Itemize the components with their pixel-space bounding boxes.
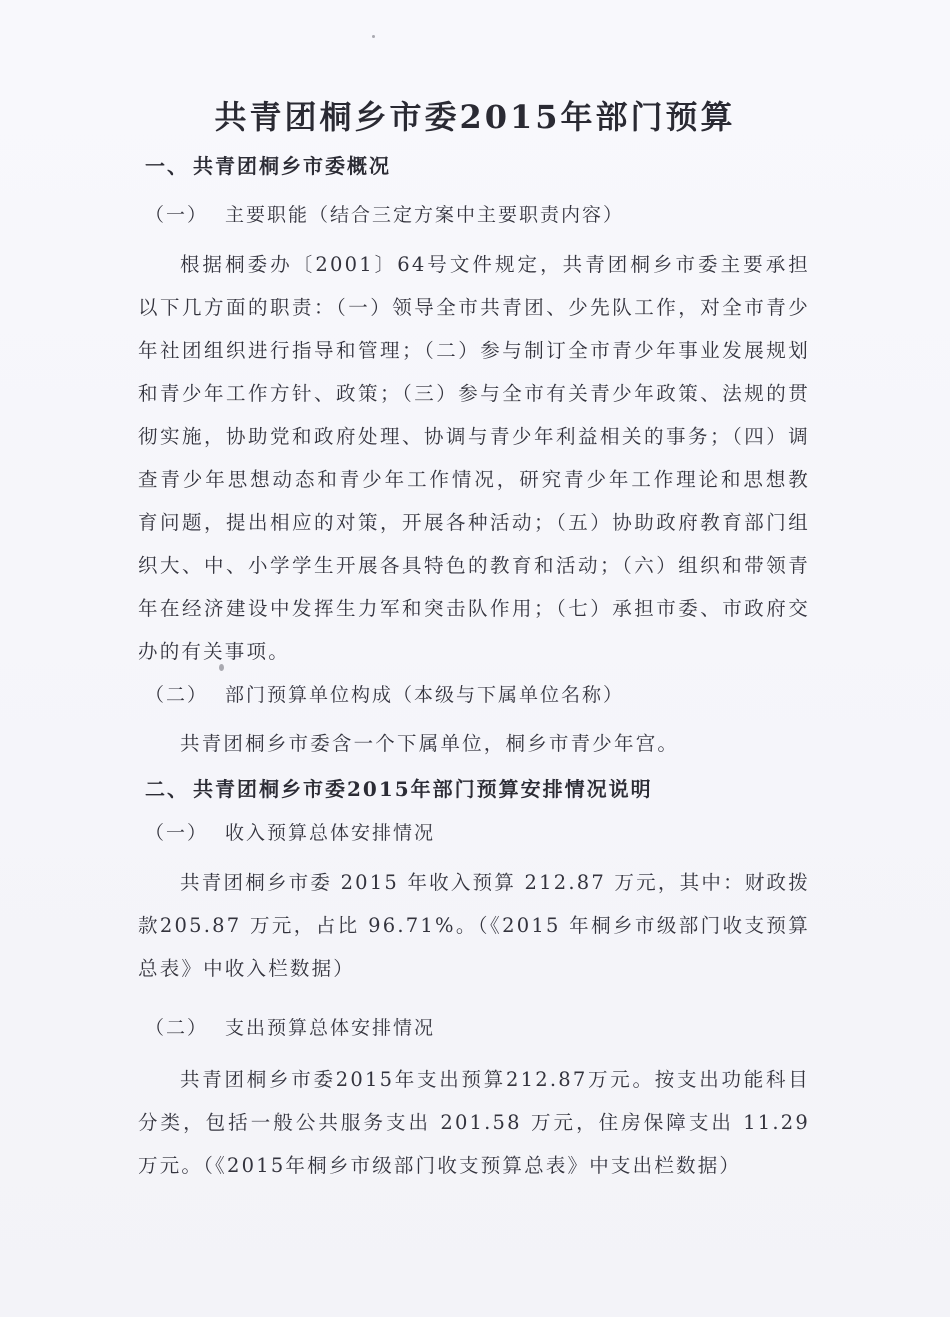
section-title: 共青团桐乡市委2015年部门预算安排情况说明: [193, 777, 653, 801]
subsection-number: （二）: [145, 684, 209, 706]
paragraph-main-functions: 根据桐委办〔2001〕64号文件规定，共青团桐乡市委主要承担以下几方面的职责：（一）领导全市共青团、少先队工作，对全市青少年社团组织进行指导和管理；（二）参与制订全市青少年事业发展规划和青少年工作方针、政策；（三）参与全市有关青少年政策、法规的贯彻实施，协助党和政府处理、协调与青少年利益相关的事务；（四）调查青少年思想动态和青少年工作情况，研究青少年工作理论和思想教育问题，提出相应的对策，开展各种活动；（五）协助政府教育部门组织大、中、小学学生开展各具特色的教育和活动；（六）组织和带领青年在经济建设中发挥生力军和突击队作用；（七）承担市委、市政府交办的有关事项。: [138, 253, 810, 663]
subsection-heading-1-1: [145, 200, 624, 227]
subsection-title: 部门预算单位构成（本级与下属单位名称）: [225, 684, 625, 706]
section-title: 共青团桐乡市委概况: [193, 154, 391, 178]
paper-speck: [219, 664, 224, 671]
section-number: 一、: [145, 154, 189, 178]
subsection-number: （二）: [145, 1017, 209, 1039]
paragraph-budget-units: 共青团桐乡市委含一个下属单位，桐乡市青少年宫。: [180, 732, 680, 755]
subsection-heading-2-1: [145, 818, 435, 845]
paper-speck: [372, 35, 375, 38]
paragraph-income-budget: 共青团桐乡市委 2015 年收入预算 212.87 万元，其中：财政拨款205.87 万元，占比 96.71%。（《2015 年桐乡市级部门收支预算总表》中收入栏数据）: [138, 871, 810, 980]
subsection-number: （一）: [145, 822, 209, 844]
subsection-title: 收入预算总体安排情况: [225, 822, 436, 844]
subsection-heading-1-2: [145, 680, 624, 707]
section-heading-1: [145, 150, 391, 179]
section-number: 二、: [145, 777, 189, 801]
paragraph-expenditure-budget: 共青团桐乡市委2015年支出预算212.87万元。按支出功能科目分类，包括一般公共服务支出 201.58 万元，住房保障支出 11.29 万元。（《2015年桐乡市级部门收支预算总表》中支出栏数据）: [138, 1068, 810, 1177]
subsection-number: （一）: [145, 204, 209, 226]
subsection-title: 支出预算总体安排情况: [225, 1017, 436, 1039]
subsection-heading-2-2: [145, 1013, 435, 1040]
document-title: 共青团桐乡市委2015年部门预算: [214, 98, 736, 136]
subsection-title: 主要职能（结合三定方案中主要职责内容）: [225, 204, 625, 226]
section-heading-2: [145, 773, 653, 802]
